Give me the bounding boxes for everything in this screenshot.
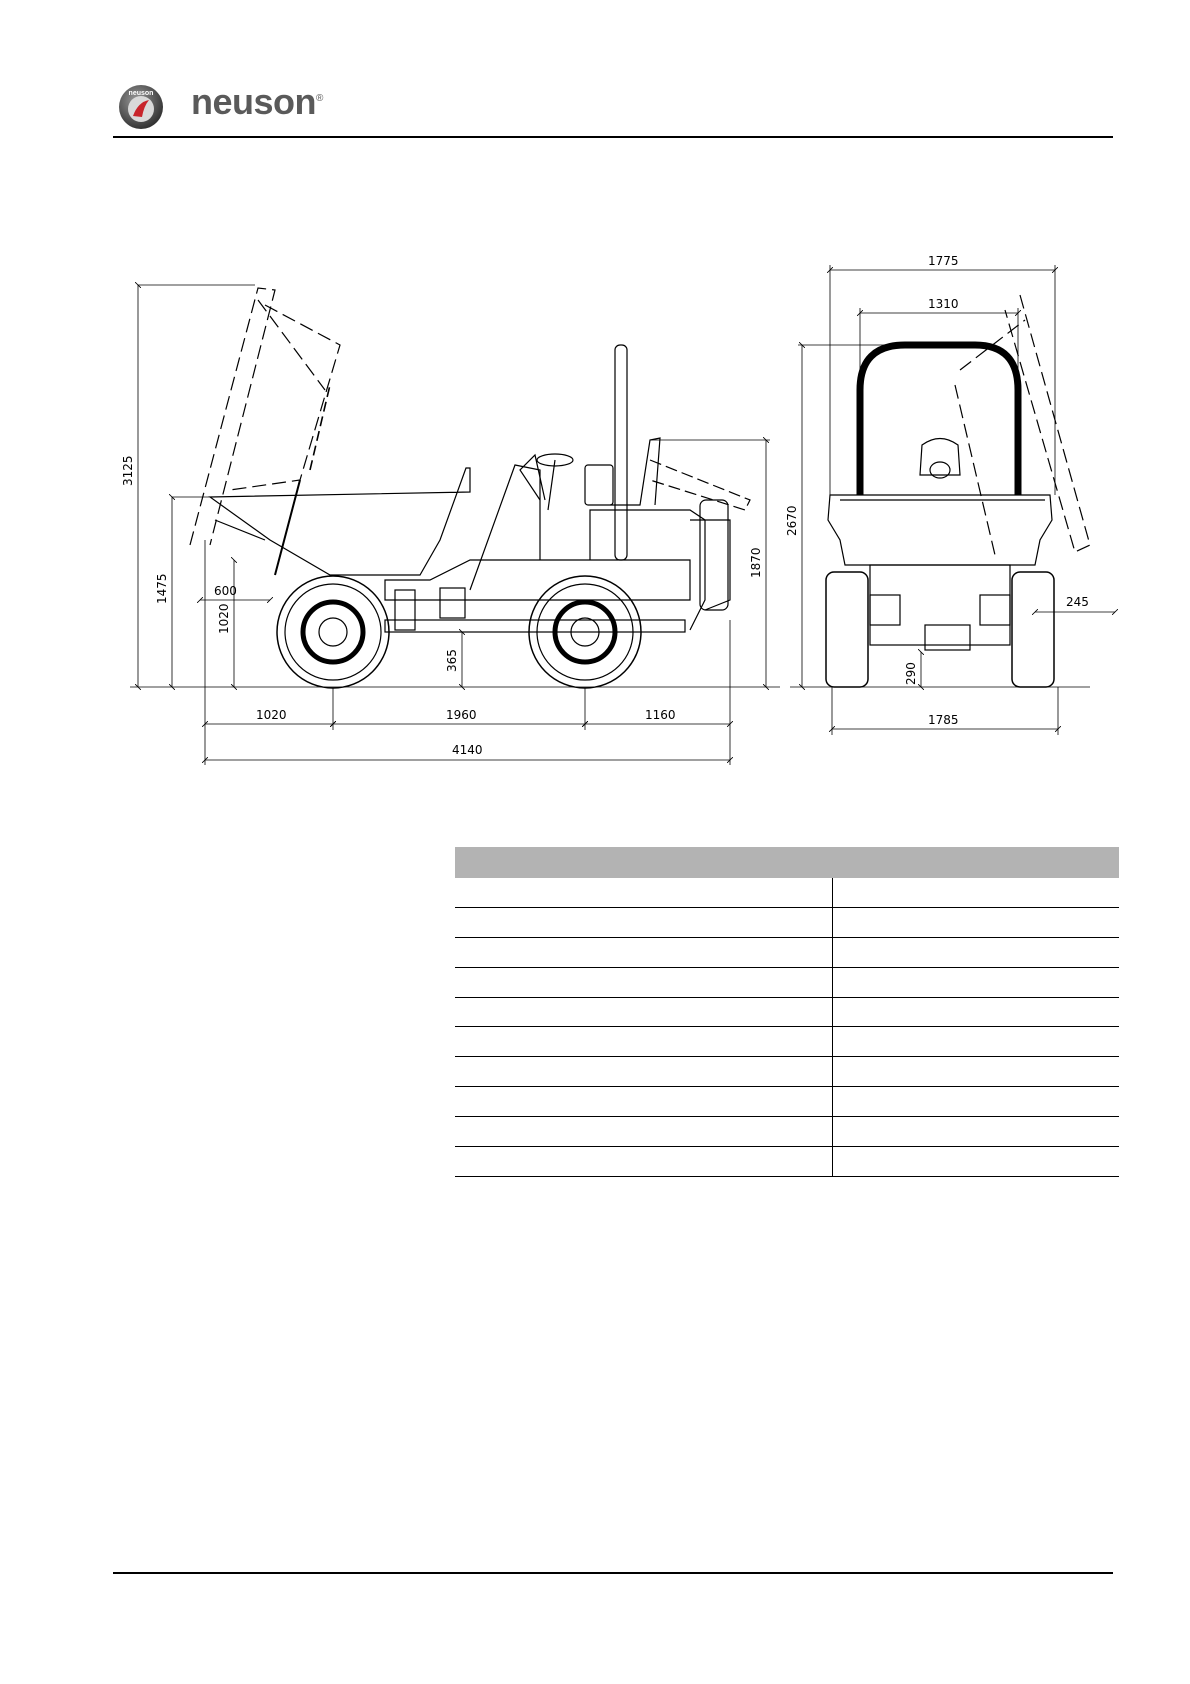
dim-total-length: 4140 bbox=[452, 743, 483, 757]
table-cell-label bbox=[455, 967, 833, 997]
table-row bbox=[455, 907, 1119, 937]
spec-table-header-row bbox=[455, 847, 1119, 878]
table-row bbox=[455, 1057, 1119, 1087]
table-cell-value bbox=[833, 878, 1120, 907]
spec-table-header bbox=[455, 847, 1119, 878]
table-cell-label bbox=[455, 997, 833, 1027]
table-cell-label bbox=[455, 937, 833, 967]
dim-rear-overhang: 1160 bbox=[645, 708, 676, 722]
table-cell-value bbox=[833, 1087, 1120, 1117]
brand-name: neuson bbox=[191, 81, 317, 122]
dim-rops-width: 1310 bbox=[928, 297, 959, 311]
table-row bbox=[455, 878, 1119, 907]
side-dimension-lines bbox=[138, 285, 770, 765]
table-cell-value bbox=[833, 1117, 1120, 1147]
dim-front-overhang: 1020 bbox=[256, 708, 287, 722]
table-cell-label bbox=[455, 907, 833, 937]
table-cell-label bbox=[455, 1057, 833, 1087]
table-cell-label bbox=[455, 1087, 833, 1117]
table-cell-value bbox=[833, 967, 1120, 997]
table-cell-value bbox=[833, 997, 1120, 1027]
table-cell-label bbox=[455, 1117, 833, 1147]
dim-top-width: 1775 bbox=[928, 254, 959, 268]
table-cell-value bbox=[833, 907, 1120, 937]
table-cell-value bbox=[833, 1027, 1120, 1057]
dim-overall-height: 2670 bbox=[785, 505, 799, 536]
registered-mark: ® bbox=[316, 93, 323, 104]
table-cell-value bbox=[833, 1147, 1120, 1177]
table-cell-label bbox=[455, 1027, 833, 1057]
dim-seat-height: 1870 bbox=[749, 547, 763, 578]
table-row bbox=[455, 997, 1119, 1027]
svg-text:neuson: neuson bbox=[128, 90, 154, 97]
table-row bbox=[455, 937, 1119, 967]
front-raised-skip-outline bbox=[955, 295, 1090, 555]
footer-rule bbox=[113, 1572, 1113, 1574]
dim-max-tip-height: 3125 bbox=[121, 455, 135, 486]
table-row bbox=[455, 1117, 1119, 1147]
spec-table bbox=[455, 847, 1119, 1177]
table-row bbox=[455, 1027, 1119, 1057]
dim-skip-height: 1475 bbox=[155, 573, 169, 604]
table-cell-label bbox=[455, 1147, 833, 1177]
dim-wheelbase: 1960 bbox=[446, 708, 477, 722]
raised-skip-outline bbox=[190, 288, 340, 545]
dim-discharge-reach: 600 bbox=[214, 584, 237, 598]
dimension-drawing bbox=[0, 0, 1190, 800]
table-row bbox=[455, 1087, 1119, 1117]
table-cell-value bbox=[833, 1057, 1120, 1087]
table-cell-value bbox=[833, 937, 1120, 967]
front-view bbox=[790, 295, 1090, 687]
table-cell-label bbox=[455, 878, 833, 907]
dim-side-reach: 245 bbox=[1066, 595, 1089, 609]
dim-discharge-height: 1020 bbox=[217, 603, 231, 634]
dim-track-width: 1785 bbox=[928, 713, 959, 727]
dim-ground-clearance: 365 bbox=[445, 649, 459, 672]
table-row bbox=[455, 967, 1119, 997]
table-row bbox=[455, 1147, 1119, 1177]
dim-axle-clearance: 290 bbox=[904, 662, 918, 685]
